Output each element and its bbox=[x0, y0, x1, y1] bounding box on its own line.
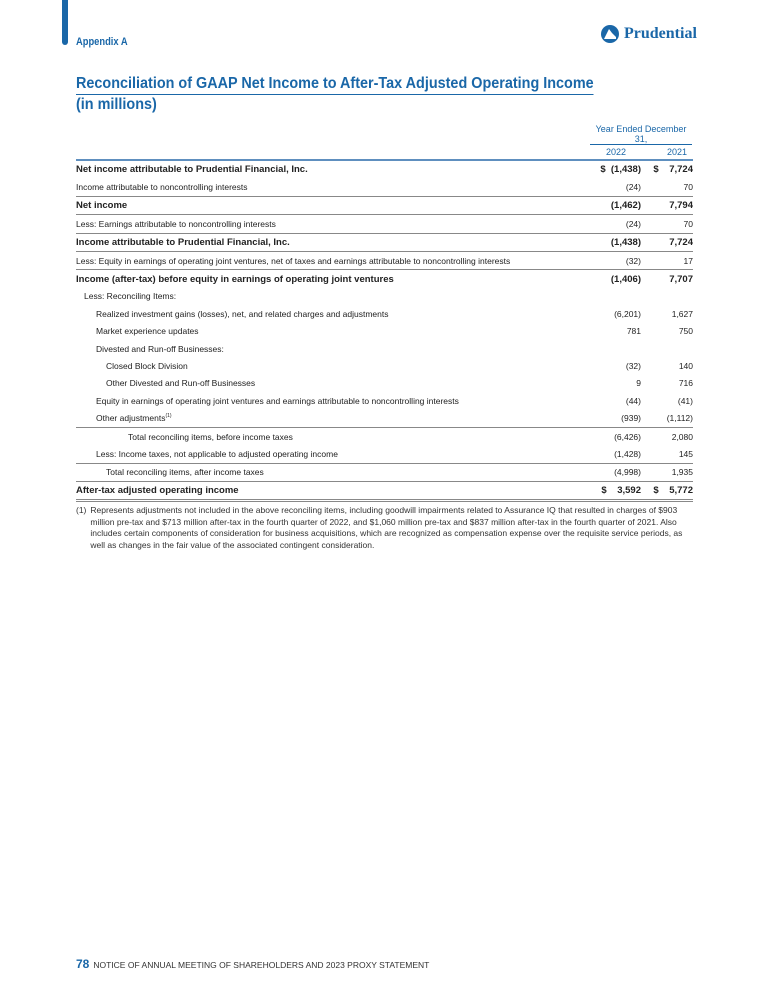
table-row bbox=[76, 305, 693, 322]
table-row bbox=[76, 215, 693, 233]
table-row bbox=[76, 251, 693, 269]
value-2021: 716 bbox=[678, 378, 693, 389]
row-label-text: Less: Reconciling Items: bbox=[84, 291, 177, 302]
value-2022: (6,201) bbox=[614, 308, 641, 319]
value-2022: (1,438) bbox=[589, 233, 641, 251]
row-label-text: Total reconciling items, after income taxes bbox=[106, 467, 264, 478]
value-2022: (1,428) bbox=[614, 448, 641, 459]
table-row bbox=[76, 288, 693, 305]
row-label bbox=[76, 445, 589, 463]
table-row bbox=[76, 196, 693, 214]
value-2021: 1,627 bbox=[671, 308, 693, 319]
row-label bbox=[76, 196, 589, 214]
row-label bbox=[76, 160, 589, 178]
value-2022: 781 bbox=[626, 326, 641, 337]
table-row bbox=[76, 270, 693, 288]
row-label-text: Equity in earnings of operating joint ventures and earnings attributable to noncontrolling interests bbox=[96, 395, 459, 406]
page-footer bbox=[76, 957, 429, 971]
row-label-text: Income (after-tax) before equity in earnings of operating joint ventures bbox=[76, 273, 394, 285]
row-label bbox=[76, 233, 589, 251]
value-2021: 2,080 bbox=[641, 427, 693, 445]
value-2022: 9 bbox=[636, 378, 641, 389]
value-2021: 17 bbox=[641, 251, 693, 269]
value-2022: (4,998) bbox=[589, 463, 641, 481]
value-2021: 7,724 bbox=[641, 233, 693, 251]
page-title bbox=[76, 74, 594, 115]
column-header-2021: 2021 bbox=[667, 147, 688, 157]
value-2022 bbox=[589, 288, 641, 305]
row-label bbox=[76, 178, 589, 196]
row-label-text: Income attributable to noncontrolling interests bbox=[76, 182, 248, 193]
table-row bbox=[76, 323, 693, 340]
row-label-text: Less: Equity in earnings of operating joint ventures, net of taxes and earnings attributable to noncontrolling interests bbox=[76, 255, 511, 266]
value-2022: (24) bbox=[589, 178, 641, 196]
value-2021: 750 bbox=[678, 326, 693, 337]
row-label-text: Closed Block Division bbox=[106, 360, 188, 371]
table-row bbox=[76, 482, 693, 501]
value-2022: (1,462) bbox=[589, 196, 641, 214]
logo-text: Prudential bbox=[624, 25, 697, 42]
value-2021: $ 5,772 bbox=[641, 482, 693, 501]
row-label bbox=[76, 323, 589, 340]
value-2021 bbox=[641, 340, 693, 357]
row-label bbox=[76, 251, 589, 269]
value-2021: 7,794 bbox=[641, 196, 693, 214]
title-line1: Reconciliation of GAAP Net Income to After-Tax Adjusted Operating Income bbox=[76, 74, 594, 95]
value-2021: 7,707 bbox=[669, 273, 693, 285]
value-2021: $ 7,724 bbox=[653, 164, 693, 176]
value-2022: (939) bbox=[621, 413, 641, 424]
section-label: Appendix A bbox=[76, 36, 128, 48]
table-row bbox=[76, 357, 693, 374]
row-label bbox=[76, 288, 589, 305]
row-label-text: Other Divested and Run-off Businesses bbox=[106, 378, 256, 389]
value-2022: (24) bbox=[589, 215, 641, 233]
table-row bbox=[76, 340, 693, 357]
row-label bbox=[76, 392, 589, 409]
row-label-text: After-tax adjusted operating income bbox=[76, 485, 239, 497]
row-label-text: Less: Earnings attributable to noncontrolling interests bbox=[76, 218, 276, 229]
value-2021: 1,935 bbox=[641, 463, 693, 481]
row-label bbox=[76, 215, 589, 233]
column-group-header: Year Ended December 31, bbox=[595, 124, 687, 144]
table-row bbox=[76, 178, 693, 196]
table-row bbox=[76, 233, 693, 251]
value-2022 bbox=[589, 340, 641, 357]
prudential-logo bbox=[600, 24, 697, 44]
row-label bbox=[76, 427, 589, 445]
footnote-text: Represents adjustments not included in the above reconciling items, including goodwill impairments related to Assurance IQ that resulted in charges of $903 million pre-tax and $713 million after-tax in the fourth quarter of 2022, and $1,060 million pre-tax and $837 million after-tax in the fourth quarter of 2021. Also includes certain components of consideration for business acquisitions, which are recognized as compensation expense over the requisite service periods, as well as changes in the fair value of the associated contingent consideration. bbox=[90, 505, 683, 550]
value-2022: (44) bbox=[625, 395, 641, 406]
value-2021: 70 bbox=[641, 178, 693, 196]
table-row bbox=[76, 160, 693, 178]
row-label-text: Less: Income taxes, not applicable to adjusted operating income bbox=[96, 448, 338, 459]
value-2022: $ 3,592 bbox=[589, 482, 641, 501]
divider bbox=[590, 144, 692, 145]
row-label bbox=[76, 340, 589, 357]
row-label-text: Net income attributable to Prudential Financial, Inc. bbox=[76, 164, 308, 176]
footnote-number: (1) bbox=[76, 505, 87, 515]
value-2022: $ (1,438) bbox=[600, 164, 641, 176]
reconciliation-table bbox=[76, 159, 693, 502]
table-row bbox=[76, 445, 693, 463]
row-label bbox=[76, 463, 589, 481]
row-label-text: Total reconciling items, before income taxes bbox=[128, 431, 293, 442]
footnote-ref: (1) bbox=[165, 413, 172, 420]
column-header-2022: 2022 bbox=[606, 147, 627, 157]
row-label-text: Realized investment gains (losses), net, and related charges and adjustments bbox=[96, 308, 389, 319]
row-label bbox=[76, 375, 589, 392]
footer-text: NOTICE OF ANNUAL MEETING OF SHAREHOLDERS AND 2023 PROXY STATEMENT bbox=[93, 960, 430, 970]
value-2021: (1,112) bbox=[666, 413, 693, 424]
table-row bbox=[76, 463, 693, 481]
row-label-text: Divested and Run-off Businesses: bbox=[96, 343, 224, 354]
row-label bbox=[76, 482, 589, 501]
page-number: 78 bbox=[76, 957, 90, 971]
accent-bar bbox=[62, 0, 68, 45]
row-label bbox=[76, 270, 589, 288]
row-label bbox=[76, 305, 589, 322]
value-2022: (32) bbox=[625, 360, 641, 371]
row-label-text: Market experience updates bbox=[96, 326, 199, 337]
table-row bbox=[76, 409, 693, 427]
value-2022: (1,406) bbox=[610, 273, 641, 285]
value-2021: 145 bbox=[678, 448, 693, 459]
table-row bbox=[76, 392, 693, 409]
value-2021: 70 bbox=[641, 215, 693, 233]
value-2021: (41) bbox=[677, 395, 693, 406]
row-label-text: Other adjustments bbox=[96, 413, 166, 424]
title-line2: (in millions) bbox=[76, 96, 157, 113]
table-row bbox=[76, 427, 693, 445]
row-label-text: Income attributable to Prudential Financial, Inc. bbox=[76, 236, 290, 248]
rock-icon bbox=[600, 24, 620, 44]
value-2022: (32) bbox=[589, 251, 641, 269]
table-row bbox=[76, 375, 693, 392]
row-label bbox=[76, 409, 589, 427]
value-2021 bbox=[641, 288, 693, 305]
row-label bbox=[76, 357, 589, 374]
footnote bbox=[76, 505, 696, 551]
row-label-text: Net income bbox=[76, 199, 128, 211]
value-2022: (6,426) bbox=[589, 427, 641, 445]
value-2021: 140 bbox=[678, 360, 693, 371]
